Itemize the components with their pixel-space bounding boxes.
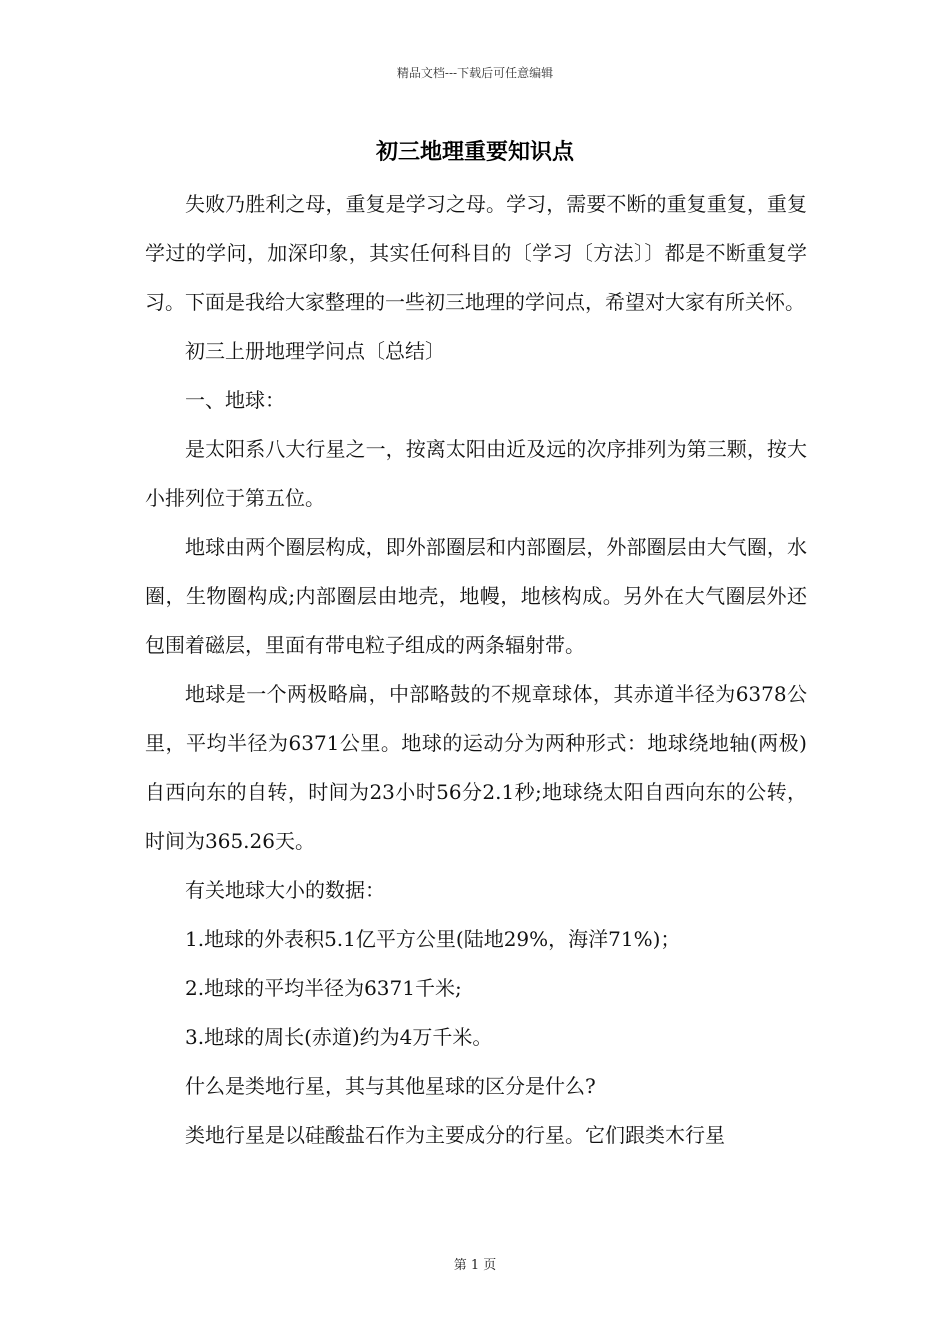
paragraph: 有关地球大小的数据： — [185, 878, 385, 902]
list-item: 3.地球的周长(赤道)约为4万千米。 — [185, 1025, 493, 1049]
paragraph: 地球是一个两极略扁，中部略鼓的不规章球体，其赤道半径为6378公里，平均半径为6371公里。地球的运动分为两种形式：地球绕地轴(两极)自西向东的自转，时间为23小时56分2.1秒;地球绕太阳自西向东的公转，时间为365.26天。 — [145, 682, 807, 853]
paragraph: 初三上册地理学问点〔总结〕 — [185, 339, 445, 363]
list-item: 1.地球的外表积5.1亿平方公里(陆地29%，海洋71%)； — [185, 927, 681, 951]
section-heading: 一、地球： — [185, 388, 285, 412]
document-title: 初三地理重要知识点 — [375, 139, 574, 165]
paragraph: 失败乃胜利之母，重复是学习之母。学习，需要不断的重复重复，重复学过的学问，加深印象，其实任何科目的〔学习〔方法〕〕都是不断重复学习。下面是我给大家整理的一些初三地理的学问点，希望对大家有所关怀。 — [145, 192, 807, 314]
paragraph: 地球由两个圈层构成，即外部圈层和内部圈层，外部圈层由大气圈，水圈，生物圈构成;内部圈层由地壳，地幔，地核构成。另外在大气圈层外还包围着磁层，里面有带电粒子组成的两条辐射带。 — [145, 535, 807, 657]
document-body — [145, 180, 807, 1160]
page-number: 第 1 页 — [453, 1258, 497, 1273]
header-note: 精品文档---下载后可任意编辑 — [396, 66, 554, 80]
paragraph: 什么是类地行星，其与其他星球的区分是什么? — [185, 1074, 596, 1098]
paragraph: 是太阳系八大行星之一，按离太阳由近及远的次序排列为第三颗，按大小排列位于第五位。 — [145, 437, 807, 510]
list-item: 2.地球的平均半径为6371千米; — [185, 976, 462, 1000]
paragraph: 类地行星是以硅酸盐石作为主要成分的行星。它们跟类木行星 — [185, 1123, 725, 1147]
